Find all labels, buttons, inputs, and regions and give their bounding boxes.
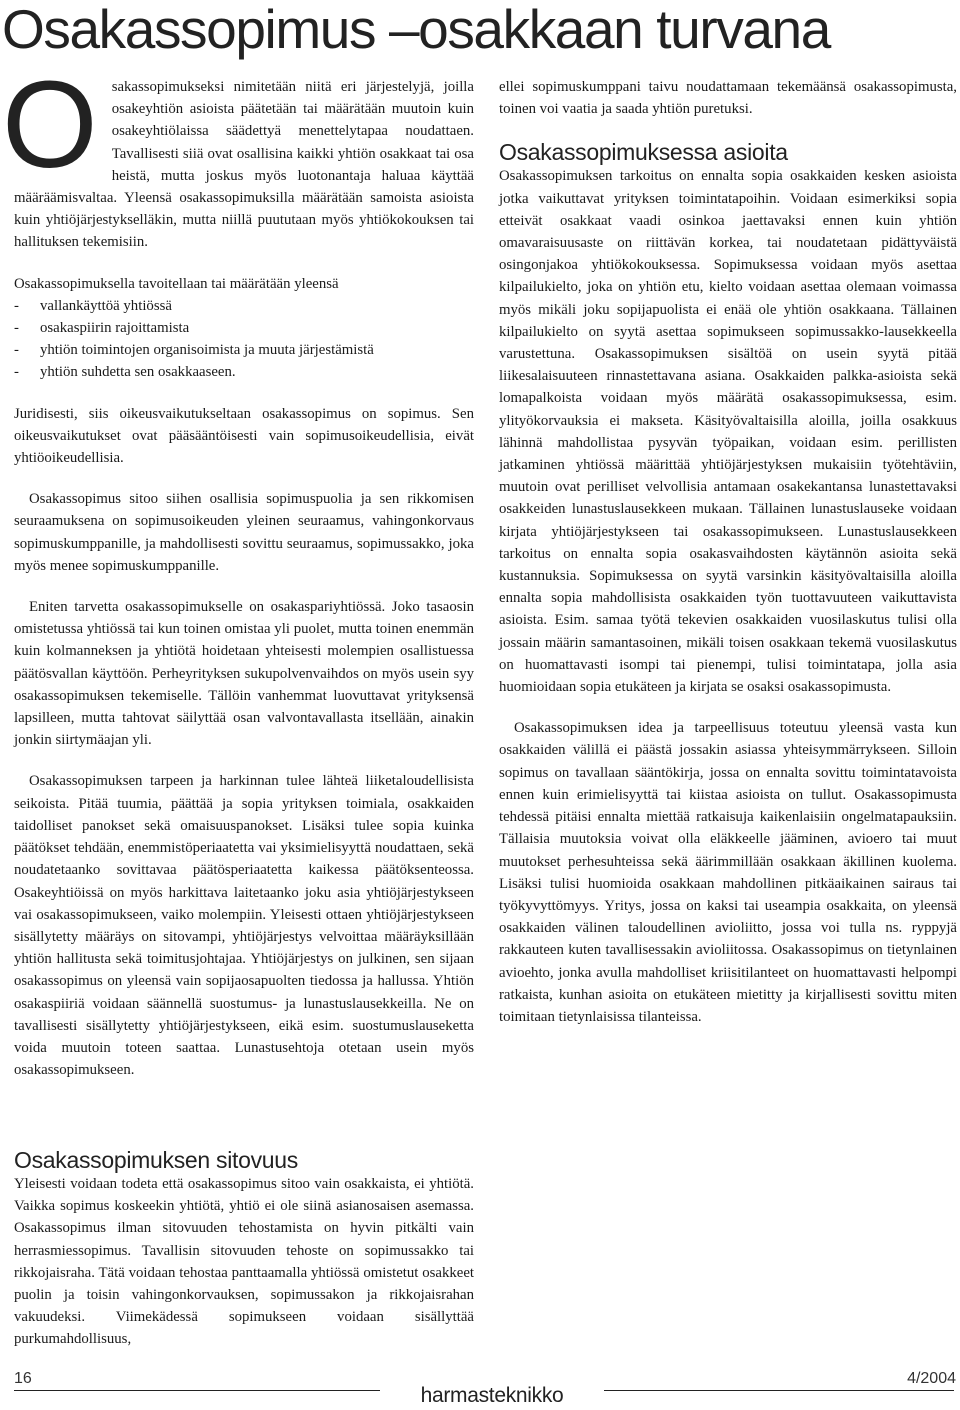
list-item: - yhtiön suhdetta sen osakkaaseen. (14, 361, 474, 383)
intro-text: sakassopimukseksi nimitetään niitä eri järjestelyjä, joilla osakeyhtiön asioista päätetään tai määrätään muutoin kuin osakeyhtiölaissa säädettyä menettelytapaa noudattaen. Tavallisesti siiä ovat osallisina kaikki yhtiön osakkaat tai osa heistä, mutta joskus myös luotonantaja haluaa käyttää määräämisvaltaa. Yleensä osakassopimuksilla määrätään samoista asioista kuin yhtiöjärjestykselläkin, mutta niillä puututaan myös yhtiökokouksen tai hallituksen tekemisiin. (14, 79, 474, 251)
paragraph-sitovuus: Yleisesti voidaan todeta että osakassopimus sitoo vain osakkaista, ei yhtiötä. Vaikka sopimus koskeekin yhtiötä, yhtiö ei ole siinä asianosaisen asemassa. Osakassopimus ilman sitovuuden tehostamista on hyvin pitkälti vain herrasmiessopimus. Tavallisin sitovuuden tehoste on sopimussakko tai rikkojaisraha. Tätä voidaan tehostaa panttaamalla yhtiössä omistetut osakkeet puolin ja toisin vahingonkorvauksen, sopimussakon ja rikkojaisrahan vakuudeksi. Viimekädessä sopimukseen voidaan sisällyttää purkumahdollisuus, (14, 1176, 474, 1348)
paragraph-juridisesti: Juridisesti, siis oikeusvaikutukseltaan osakassopimus on sopimus. Sen oikeusvaikutukset ovat pääsääntöisesti vain sopimusoikeudellisia, eivät yhtiöoikeudellisia. (14, 405, 474, 467)
list-item: - vallankäyttöä yhtiössä (14, 295, 474, 317)
paragraph-sitoo: Osakassopimus sitoo siihen osallisia sopimuspuolia ja sen rikkomisen seuraamuksena on sopimusoikeuden yleinen seuraamus, vahingonkorvaus sopimuskumppanille, ja mahdollisesti sovittu seuraamus, sopimussakko, joka myös menee sopimuskumppanille. (14, 491, 474, 574)
left-column (2, 57, 474, 1100)
paragraph-continued: ellei sopimuskumppani taivu noudattamaan tekemäänsä osakassopimusta, toinen voi vaatia ja saada yhtiön puretuksi. (499, 79, 957, 118)
heading-asioita: Osakassopimuksessa asioita (499, 139, 788, 166)
paragraph-eniten: Eniten tarvetta osakassopimukselle on osakaspariyhtiössä. Joko tasaosin omistetussa yhtiössä tai kun toinen omistaa yli puolet, mutta toinen enemmän kuin kolmanneksen ja yhtiötä hoidetaan yhteisesti molempien osallistuessa päätösvallan käyttöön. Perheyrityksen sukupolvenvaihdos on myös usein syy osakassopimuksen tekemiselle. Tällöin vanhemmat luovuttavat yrityksensä lapsilleen, mutta tahtovat säilyttää osan valvontavallasta itsellään, ainakin jonkin siirtymäajan yli. (14, 599, 474, 749)
section-sitovuus (14, 1147, 474, 1351)
goals-list (14, 295, 474, 384)
page-number: 16 (14, 1370, 32, 1387)
drop-cap: O (2, 57, 98, 194)
list-dash: - (14, 342, 19, 359)
list-dash: - (14, 364, 19, 381)
right-column (499, 76, 957, 1047)
heading-sitovuus: Osakassopimuksen sitovuus (14, 1147, 298, 1173)
list-intro: Osakassopimuksella tavoitellaan tai määrätään yleensä (14, 275, 339, 292)
article-title: Osakassopimus –osakkaan turvana (2, 0, 830, 60)
paragraph-idea: Osakassopimuksen idea ja tarpeellisuus toteutuu yleensä vasta kun osakkaiden välillä ei päästä jossakin asiassa yhteisymmärrykseen. Silloin sopimus on tavallaan sääntökirja, jossa on ennalta sovittu toimintatavoista ennen kuin erimielisyyttä tai kiistaa asioista on tullut. Osakassopimusta tehdessä pitäisi ennalta miettää ratkaisuja kaikenlaisiin ongelmatapauksiin. Tällaisia muutoksia voivat olla eläkkeelle jääminen, avioero tai muut muutokset perhesuhteissa sekä äärimmillään osakkaan äkillinen kuolema. Lisäksi tulisi huomioida osakkaan mahdollinen pitkäaikainen sairaus tai työkyvyttömyys. Yritys, jossa on kaksi tai useampia osakkaita, on yleensä osakkaiden välinen taloudellinen avioliitto, jossa voi tulla ns. ryppyjä rakkauteen kuten tavallisessakin avioliitossa. Osakassopimus on tietynlainen avioehto, jonka avulla mahdolliset kriisitilanteet on huomattavasti helpompi ratkaista, kunhan asioita on etukäteen mietitty ja kirjallisesti sovittu miten toimitaan tietynlaisissa tilanteissa. (499, 720, 957, 1025)
list-dash: - (14, 297, 19, 314)
paragraph-asioita: Osakassopimuksen tarkoitus on ennalta sopia osakkaiden kesken asioista jotka vaikuttavat yrityksen toimintatapoihin. Voidaan esimerkiksi sopia etteivät osakkaat vaadi osinkoa jaettavaksi ennen kuin yhtiön omavaraisuusaste on riittävän korkea, tai noudatetaan pidättyväistä osingonjakoa yhtiökokouksessa. Sopimuksessa voidaan myös asettaa kilpailukielto, joka on yhtiön etu, kielto voidaan asettaa olemaan voimassa myös mikäli joku sopijapuolista ei enää ole yhtiön osakkaana. Tällainen kilpailukielto on syytä asettaa sopimukseen sopimussakko-lausekkeella varustettuna. Osakassopimuksen sisältöä on usein syytä pitää liikesalaisuuteen rinnastettavana asiana. Osakkaiden palkka-asioista sekä lomapalkoista voidaan myös määrätä osakassopimuksessa, esim. ylityökorvauksia ei makseta. Käsityövaltaisilla aloilla, joilla osakkuus lähinnä mahdollistaa pysyvän työpaikan, voidaan esim. perillisten jatkaminen yhtiössä määrittää yhtiöjärjestyksen mukaisiin työtehtäviin, muutoin ovat perilliset velvollisia antamaan osakekantansa lunastettavaksi osakkeiden lunastuslausekkeen mukaan. Tällainen lunastuslauseke voidaan kirjata yhtiöjärjestykseen tai osakassopimukseen. Lunastuslausekkeen tarkoitus on ennalta sopia osakasvaihdosten käytännön asioita sekä kustannuksia. Sopimuksessa on syytä varsinkin käsityövaltaisilla aloilla ennalta sopia mahdollisista osakkaiden työn tuottavuuteen vaikuttavista asioista. Esim. samaa työtä tekevien osakkaiden vuosilaskutus tulisi olla jossain määrin samantasoinen, mikäli toisen osakkaan tekemä vuosilaskutus on huomattavasti isompi tai pienempi, tulisi toimintatapa, jolla asia huomioidaan sopia etukäteen ja kirjata se osaksi osakassopimusta. (499, 168, 957, 696)
list-dash: - (14, 320, 19, 337)
magazine-logo: harmasteknikko (380, 1384, 604, 1408)
list-item: - osakaspiirin rajoittamista (14, 317, 474, 339)
paragraph-tarpeen: Osakassopimuksen tarpeen ja harkinnan tulee lähteä liiketaloudellisista seikoista. Pitää tuumia, päättää ja sopia yrityksen toimiala, osakkaiden taidolliset panokset sekä omaisuuspanokset. Lisäksi tulee sopia kuinka päätökset tehdään, enemmistöperiaatetta vai yksimielisyyttä noudattaen, sekä noudatetaanko sovittavaa päätösperіaatetta kaikessa päätöksenteossa. Osakeyhtiöissä on myös harkittava laitetaanko joku asia yhtiöjärjestykseen vai osakassopimukseen, vaiko molempiin. Yleisesti ottaen yhtiöjärjestykseen sisällytetty määräys on sitovampi, yhtiöjärjestys velvoittaa määräyksillään yhtiön hallitusta sekä toimitusjohtajaa. Yhtiöjärjestys on julkinen, sen sijaan osakassopimus on yleensä vain sopijaosapuolten tiedossa ja hallussa. Yhtiön osakaspiiriä voidaan säännellä suostumus- ja lunastuslausekkeilla. Ne on tavallisesti sisällytetty yhtiöjärjestykseen, eikä esim. suostumuslauseketta voida muutoin toteen saattaa. Lunastusehtoja otetaan usein myös osakassopimukseen. (14, 773, 474, 1079)
list-item: - yhtiön toimintojen organisoimista ja muuta järjestämistä (14, 339, 474, 361)
intro-paragraph (2, 57, 474, 254)
issue-number: 4/2004 (907, 1370, 956, 1387)
